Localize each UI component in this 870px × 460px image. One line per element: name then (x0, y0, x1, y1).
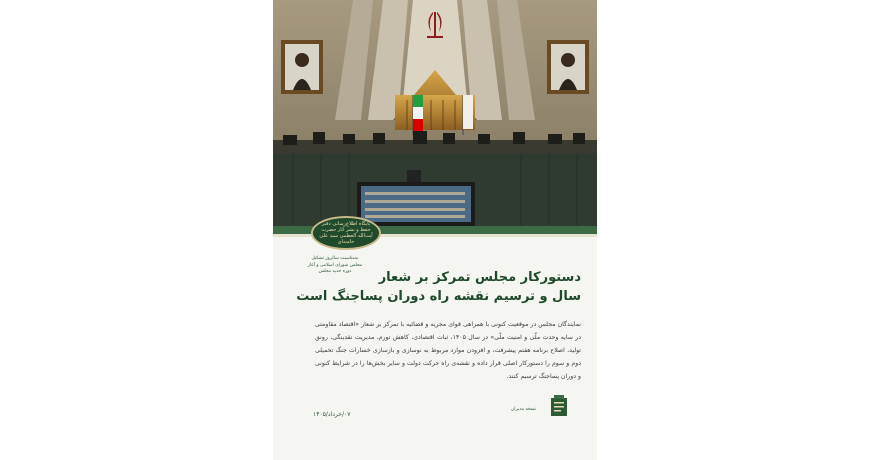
body-paragraph: نمایندگان مجلس در موقعیت کنونی با همراهی قوای مجریه و قضائیه با تمرکز بر شعار «اقتصاد مقاومتی در سایه وحدت ملّی و امنیت ملّی» در سال ۱۴۰۵، ثبات اقتصادی، کاهش تورم، مدیریت نقدینگی، رونق تولید، اصلاح برنامه هفتم پیشرفت، و افزودن موارد مربوط به نوسازی و بازسازی خسارات جنگ تحمیلی دوم و سوم را دستورکار اصلی قرار داده و نقشه‌ی راه حرکت دولت و سایر بخش‌ها را در شرایط کنونی و دوران پساجنگ ترسیم کنند. (315, 321, 581, 380)
headline-line-2: سال و ترسیم نقشه راه دوران پساجنگ است (296, 289, 581, 304)
headline-line-1: دستورکار مجلس تمرکز بر شعار (378, 270, 581, 285)
parliament-photo (273, 0, 597, 230)
seal-text: پایگاه اطلاع‌رسانی دفتر حفظ و نشر آثار حضرت آیت‌الله العظمی سید علی خامنه‌ای (319, 221, 373, 245)
publish-date: ۰۷/خرداد/۱۴۰۵ (313, 411, 351, 418)
side-note: به‌مناسبت سالروز تشکیل مجلس شورای اسلامی و آغاز دوره جدید مجلس (307, 256, 363, 274)
headline (296, 268, 581, 306)
calligraphy-seal (311, 216, 381, 250)
office-logo-icon (545, 394, 573, 418)
logo-label: نسخه مدیران (511, 407, 537, 412)
poster-card (273, 0, 597, 460)
